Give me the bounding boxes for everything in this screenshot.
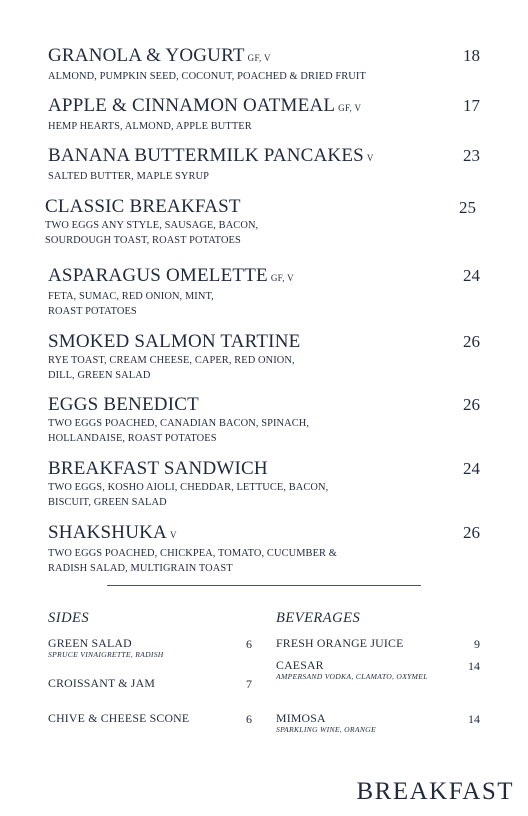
side-name: CHIVE & CHEESE SCONE	[48, 711, 190, 725]
section-divider	[107, 585, 421, 586]
beverage-price: 9	[474, 637, 480, 651]
beverage-name: CAESAR	[276, 658, 324, 672]
beverage-note: AMPERSAND VODKA, CLAMATO, OXYMEL	[276, 672, 428, 681]
item-price: 24	[463, 459, 480, 478]
item-description: HEMP HEARTS, ALMOND, APPLE BUTTER	[48, 121, 252, 132]
side-note: SPRUCE VINAIGRETTE, RADISH	[48, 650, 164, 659]
side-price: 7	[246, 677, 252, 691]
item-price: 26	[463, 395, 480, 414]
item-name: EGGS BENEDICT	[48, 394, 199, 415]
item-price: 18	[463, 46, 480, 65]
item-description: RADISH SALAD, MULTIGRAIN TOAST	[48, 562, 233, 574]
menu-item-shakshuka	[48, 522, 337, 575]
item-description: TWO EGGS, KOSHO AIOLI, CHEDDAR, LETTUCE, BACON,	[48, 482, 329, 493]
side-item	[48, 636, 164, 660]
side-name: CROISSANT & JAM	[48, 676, 156, 690]
menu-item-granola	[48, 45, 366, 84]
beverage-item	[276, 658, 446, 682]
beverage-item	[276, 636, 403, 650]
item-description: RYE TOAST, CREAM CHEESE, CAPER, RED ONION,	[48, 355, 295, 366]
item-dietary-tag: V	[169, 530, 177, 540]
item-description: TWO EGGS ANY STYLE, SAUSAGE, BACON,	[45, 220, 259, 231]
beverage-name: FRESH ORANGE JUICE	[276, 636, 404, 650]
menu-item-oatmeal	[48, 95, 361, 134]
item-description: TWO EGGS POACHED, CHICKPEA, TOMATO, CUCUMBER &	[48, 548, 337, 559]
menu-item-salmon-tartine	[48, 331, 300, 382]
sides-heading: SIDES	[48, 610, 90, 626]
menu-title-footer: BREAKFAST	[356, 778, 514, 805]
menu-item-breakfast-sandwich	[48, 458, 328, 509]
menu-item-classic-breakfast	[45, 196, 258, 247]
item-dietary-tag: GF, V	[338, 103, 362, 113]
beverage-item	[276, 711, 376, 735]
item-dietary-tag: GF, V	[270, 273, 294, 283]
item-price: 23	[463, 146, 480, 165]
item-price: 25	[459, 198, 476, 217]
item-price: 26	[463, 523, 480, 542]
item-description: DILL, GREEN SALAD	[48, 369, 151, 381]
item-name: CLASSIC BREAKFAST	[45, 196, 241, 217]
item-description: TWO EGGS POACHED, CANADIAN BACON, SPINACH,	[48, 418, 310, 429]
item-name: APPLE & CINNAMON OATMEAL	[48, 95, 336, 116]
item-name: SMOKED SALMON TARTINE	[48, 331, 301, 352]
item-description: ALMOND, PUMPKIN SEED, COCONUT, POACHED & DRIED FRUIT	[48, 71, 366, 82]
side-price: 6	[246, 712, 252, 726]
item-name: ASPARAGUS OMELETTE	[48, 265, 268, 286]
side-name: GREEN SALAD	[48, 636, 132, 650]
menu-item-eggs-benedict	[48, 394, 309, 445]
item-dietary-tag: V	[366, 153, 374, 163]
item-name: SHAKSHUKA	[48, 522, 167, 543]
item-description: SALTED BUTTER, MAPLE SYRUP	[48, 171, 209, 182]
item-price: 24	[463, 266, 480, 285]
item-description: HOLLANDAISE, ROAST POTATOES	[48, 432, 217, 444]
item-name: BANANA BUTTERMILK PANCAKES	[48, 145, 364, 166]
item-description: ROAST POTATOES	[48, 305, 137, 317]
item-name: GRANOLA & YOGURT	[48, 45, 245, 66]
item-price: 17	[463, 96, 480, 115]
menu-item-pancakes	[48, 145, 374, 184]
item-description: BISCUIT, GREEN SALAD	[48, 496, 167, 508]
beverages-heading: BEVERAGES	[276, 610, 361, 626]
beverage-price: 14	[468, 712, 480, 726]
beverage-name: MIMOSA	[276, 711, 326, 725]
item-description: FETA, SUMAC, RED ONION, MINT,	[48, 291, 214, 302]
beverage-price: 14	[468, 659, 480, 673]
side-price: 6	[246, 637, 252, 651]
side-item	[48, 676, 155, 690]
menu-item-omelette	[48, 265, 294, 318]
item-name: BREAKFAST SANDWICH	[48, 458, 268, 479]
item-price: 26	[463, 332, 480, 351]
beverage-note: SPARKLING WINE, ORANGE	[276, 725, 376, 734]
item-dietary-tag: GF, V	[247, 53, 271, 63]
side-item	[48, 711, 189, 725]
item-description: SOURDOUGH TOAST, ROAST POTATOES	[45, 234, 241, 246]
